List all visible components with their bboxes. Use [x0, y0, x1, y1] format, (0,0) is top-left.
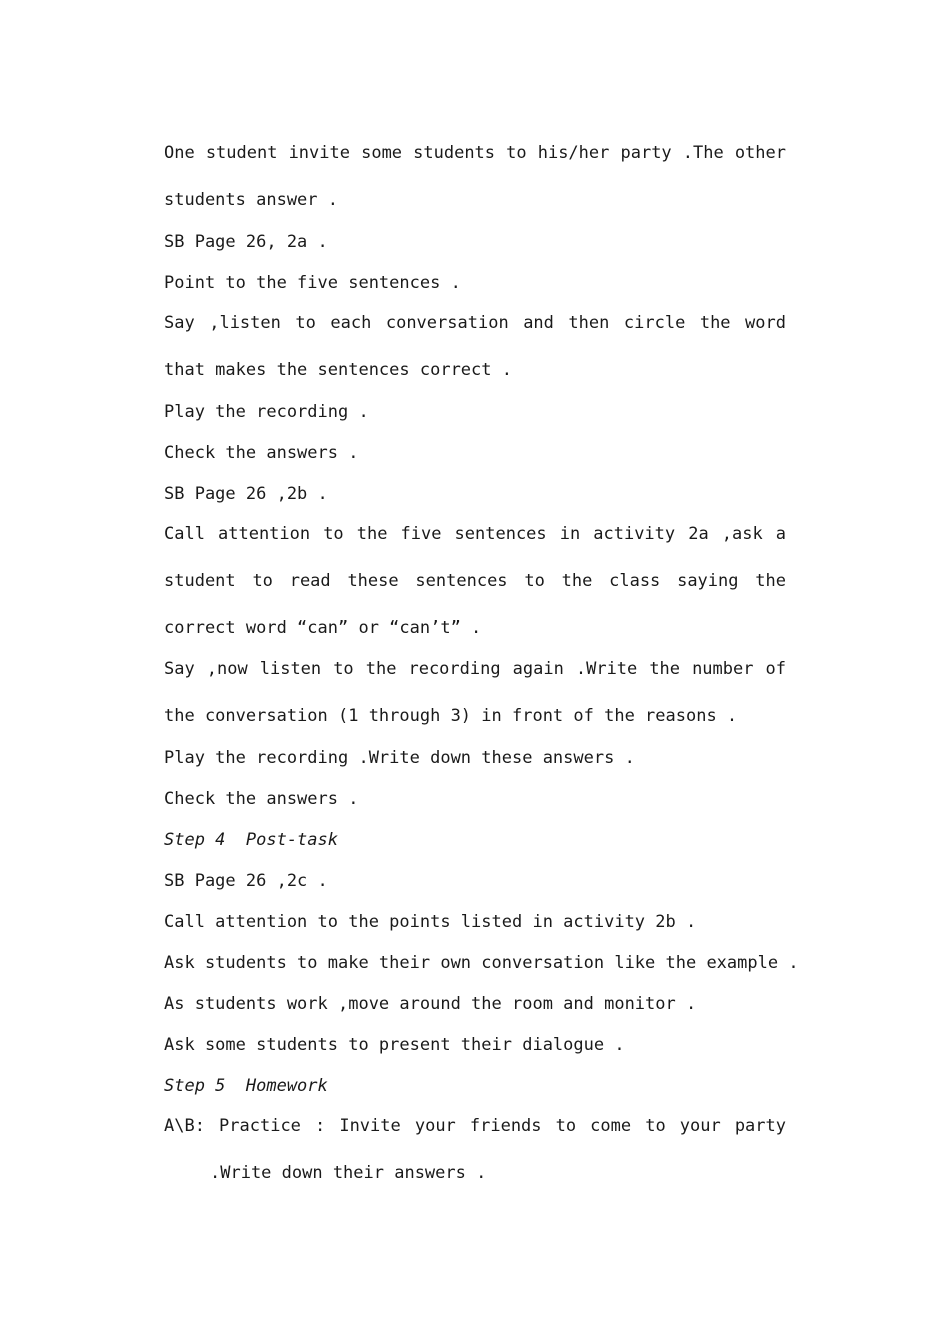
paragraph-6: Check the answers . — [164, 443, 359, 463]
paragraph-1: One student invite some students to his/her party .The other students answer . — [164, 143, 786, 210]
paragraph-3: Point to the five sentences . — [164, 273, 461, 293]
homework-item: A\B: Practice : Invite your friends to come to your party .Write down their answers . — [164, 1116, 786, 1183]
document-body — [164, 130, 799, 1197]
step-heading-homework: Step 5 Homework — [164, 1076, 328, 1096]
paragraph-5: Play the recording . — [164, 402, 369, 422]
paragraph-9: Say ,now listen to the recording again .Write the number of the conversation (1 through 3) in front of the reasons . — [164, 659, 786, 726]
paragraph-13: SB Page 26 ,2c . — [164, 871, 328, 891]
paragraph-14: Call attention to the points listed in activity 2b . — [164, 912, 697, 932]
step-heading-post-task: Step 4 Post-task — [164, 830, 338, 850]
paragraph-16: As students work ,move around the room and monitor . — [164, 994, 697, 1014]
paragraph-4: Say ,listen to each conversation and then circle the word that makes the sentences correct . — [164, 313, 786, 380]
paragraph-8: Call attention to the five sentences in activity 2a ,ask a student to read these sentences to the class saying the correct word “can” or “can’t” . — [164, 524, 786, 638]
paragraph-7: SB Page 26 ,2b . — [164, 484, 328, 504]
paragraph-17: Ask some students to present their dialogue . — [164, 1035, 625, 1055]
paragraph-15: Ask students to make their own conversation like the example . — [164, 953, 799, 973]
paragraph-10: Play the recording .Write down these answers . — [164, 748, 635, 768]
paragraph-11: Check the answers . — [164, 789, 359, 809]
paragraph-2: SB Page 26, 2a . — [164, 232, 328, 252]
